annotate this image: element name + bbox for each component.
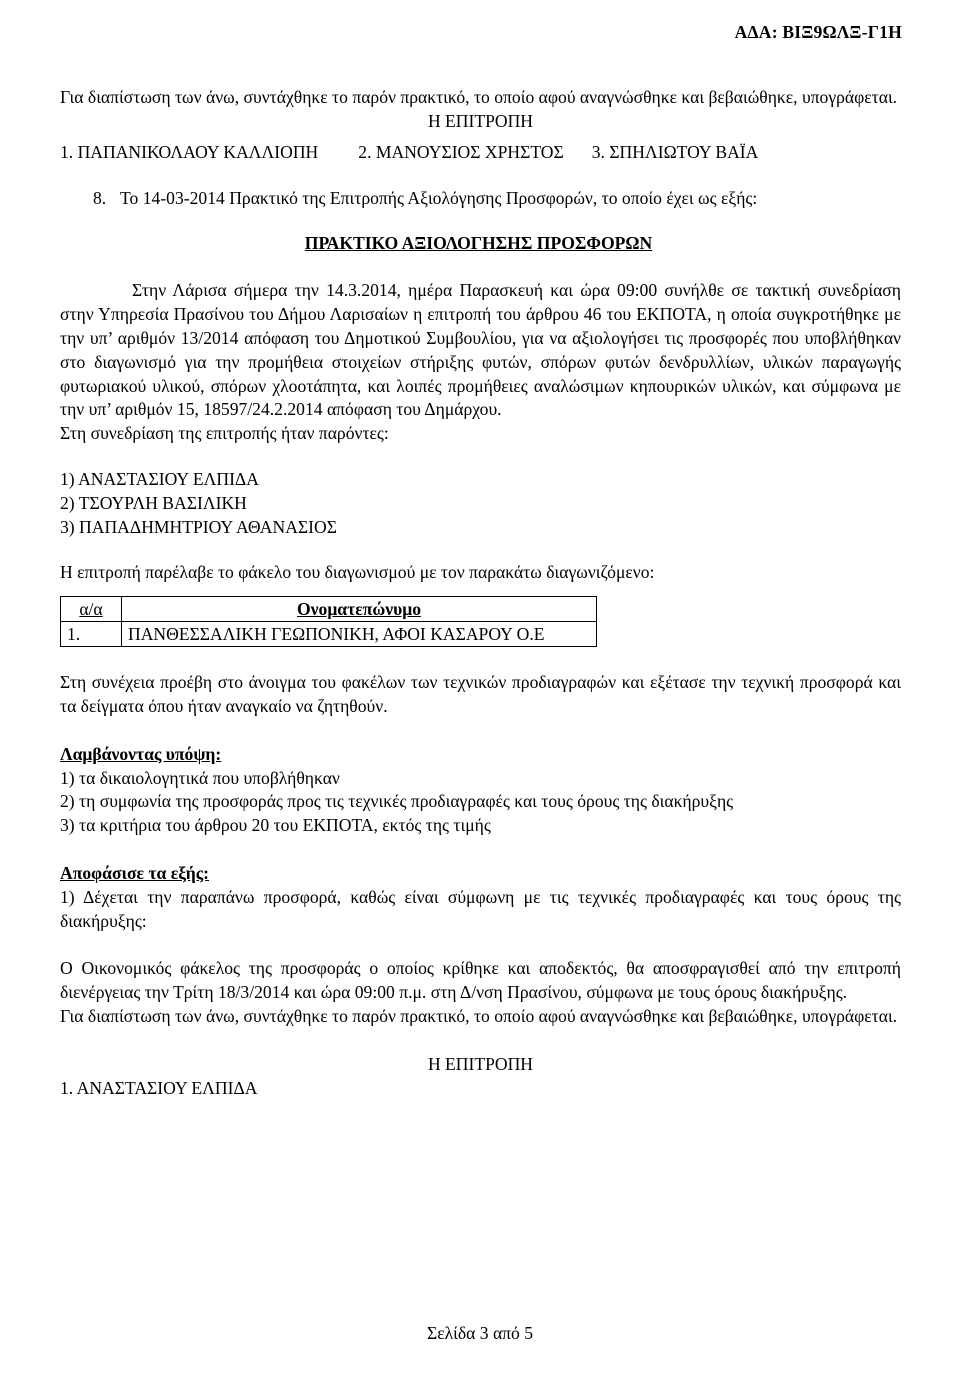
- signer-3: 3. ΣΠΗΛΙΩΤΟΥ ΒΑΪΑ: [591, 141, 759, 162]
- present-intro: Στη συνεδρίαση της επιτροπής ήταν παρόντες:: [60, 423, 389, 444]
- signer-2: 2. ΜΑΝΟΥΣΙΟΣ ΧΡΗΣΤΟΣ: [358, 141, 564, 162]
- intro-committee-heading: Η ΕΠΙΤΡΟΠΗ: [427, 110, 534, 131]
- ada-code: ΑΔΑ: ΒΙΞ9ΩΛΞ-Γ1Η: [734, 22, 902, 42]
- member-2: 2) ΤΣΟΥΡΛΗ ΒΑΣΙΛΙΚΗ: [60, 492, 247, 513]
- minutes-title: ΠΡΑΚΤΙΚΟ ΑΞΙΟΛΟΓΗΣΗΣ ΠΡΟΣΦΟΡΩΝ: [304, 232, 653, 253]
- agenda-item-number: 8.: [93, 187, 107, 208]
- financial-envelope-text: Ο Οικονομικός φάκελος της προσφοράς ο οποίος κρίθηκε και αποδεκτός, θα αποσφραγισθεί από την επιτροπή διενέργειας την Τρίτη 18/3/2014 και ώρα 09:00 π.μ. στη Δ/νση Πρασίνου, σύμφωνα με τους όρους διακήρυξης.: [60, 958, 901, 1003]
- received-text: Η επιτροπή παρέλαβε το φάκελο του διαγωνισμού με τον παρακάτω διαγωνιζόμενο:: [60, 562, 655, 583]
- table-header-name: Ονοματεπώνυμο: [122, 597, 597, 622]
- minutes-opening: Στην Λάρισα σήμερα την 14.3.2014, ημέρα Παρασκευή και ώρα 09:00 συνήλθε σε τακτική συνεδρίαση στην Υπηρεσία Πρασίνου του Δήμου Λαρισαίων η επιτροπή του άρθρου 46 του ΕΚΠΟΤΑ, η οποία συγκροτήθηκε με την υπ’ αριθμόν 13/2014 απόφαση του Δημοτικού Συμβουλίου, για να αξιολογήσει τις προσφορές που υποβλήθηκαν στο διαγωνισμό για την προμήθεια στοιχείων στήριξης φυτών, σπόρων φυτών δενδρυλλίων, υλικών παραγωγής φυτωριακού υλικού, σπόρων χλοοτάπητα, και λοιπές προμήθειες αναλώσιμων κηπουρικών υλικών, και σύμφωνα με την υπ’ αριθμόν 15, 18597/24.2.2014 απόφαση του Δημάρχου.: [60, 280, 901, 420]
- closing-first-signer: 1. ΑΝΑΣΤΑΣΙΟΥ ΕΛΠΙΔΑ: [60, 1077, 258, 1098]
- considering-1: 1) τα δικαιολογητικά που υποβλήθηκαν: [60, 767, 340, 788]
- table-cell-num: 1.: [61, 622, 122, 647]
- decision-text: 1) Δέχεται την παραπάνω προσφορά, καθώς είναι σύμφωνη με τις τεχνικές προδιαγραφές και τους όρους της διακήρυξης:: [60, 886, 901, 931]
- table-header-row: [61, 597, 597, 622]
- considering-3: 3) τα κριτήρια του άρθρου 20 του ΕΚΠΟΤΑ, εκτός της τιμής: [60, 815, 491, 836]
- table-header-aa: α/α: [61, 597, 122, 622]
- signer-1: 1. ΠΑΠΑΝΙΚΟΛΑΟΥ ΚΑΛΛΙΟΠΗ: [60, 141, 319, 162]
- page-number: Σελίδα 3 από 5: [426, 1323, 534, 1343]
- closing-certification: Για διαπίστωση των άνω, συντάχθηκε το παρόν πρακτικό, το οποίο αφού αναγνώσθηκε και βεβαιώθηκε, υπογράφεται.: [60, 1005, 898, 1026]
- intro-certification: Για διαπίστωση των άνω, συντάχθηκε το παρόν πρακτικό, το οποίο αφού αναγνώσθηκε και βεβαιώθηκε, υπογράφεται.: [60, 87, 898, 107]
- table-row: [61, 622, 597, 647]
- considering-heading: Λαμβάνοντας υπόψη:: [60, 743, 222, 764]
- member-1: 1) ΑΝΑΣΤΑΣΙΟΥ ΕΛΠΙΔΑ: [60, 468, 259, 489]
- table-cell-name: ΠΑΝΘΕΣΣΑΛΙΚΗ ΓΕΩΠΟΝΙΚΗ, ΑΦΟΙ ΚΑΣΑΡΟΥ Ο.Ε: [122, 622, 597, 647]
- bidders-table: [60, 596, 597, 647]
- opening-envelopes-text: Στη συνέχεια προέβη στο άνοιγμα του φακέλων των τεχνικών προδιαγραφών και εξέτασε την τεχνική προσφορά και τα δείγματα όπου ήταν αναγκαίο να ζητηθούν.: [60, 672, 901, 716]
- agenda-item-text: Το 14-03-2014 Πρακτικό της Επιτροπής Αξιολόγησης Προσφορών, το οποίο έχει ως εξής:: [120, 187, 758, 208]
- member-3: 3) ΠΑΠΑΔΗΜΗΤΡΙΟΥ ΑΘΑΝΑΣΙΟΣ: [60, 516, 337, 537]
- considering-2: 2) τη συμφωνία της προσφοράς προς τις τεχνικές προδιαγραφές και τους όρους της διακήρυξης: [60, 791, 734, 812]
- agenda-item-8: [93, 186, 901, 210]
- decided-heading: Αποφάσισε τα εξής:: [60, 862, 210, 883]
- intro-signers: [60, 140, 901, 164]
- document-body: [60, 86, 901, 1100]
- closing-committee-heading: Η ΕΠΙΤΡΟΠΗ: [427, 1053, 534, 1074]
